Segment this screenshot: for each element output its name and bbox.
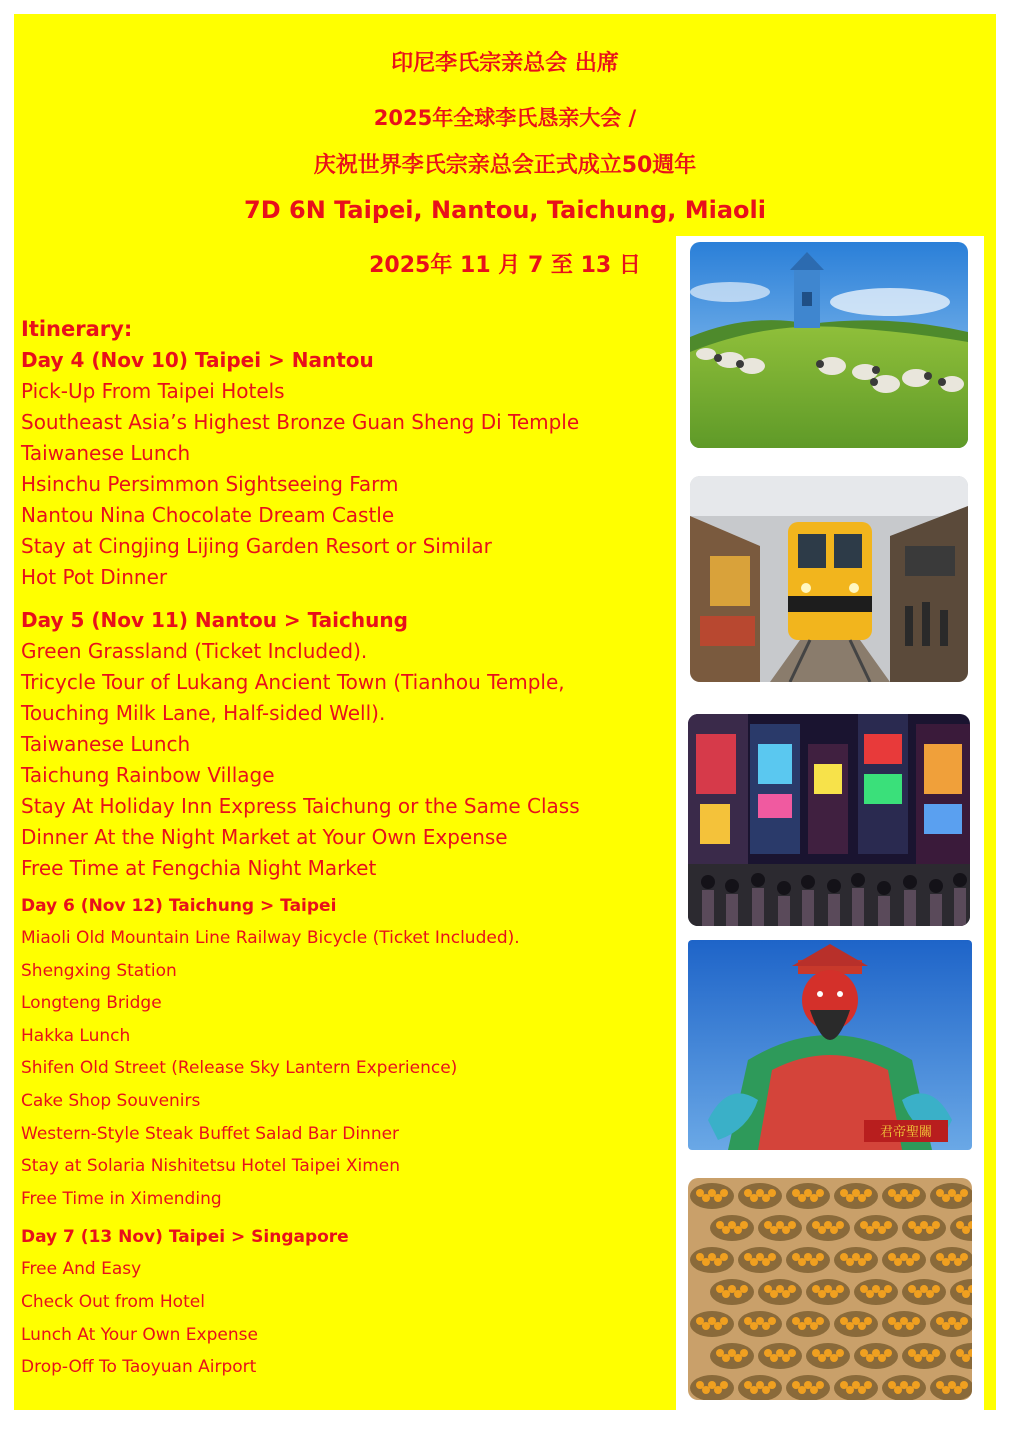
header-line-2: 2025年全球李氏恳亲大会 / <box>373 106 637 130</box>
day-7-section <box>21 1221 681 1383</box>
day-7-item: Check Out from Hotel <box>21 1291 205 1312</box>
itinerary-label: Itinerary: <box>21 317 133 341</box>
day-4-heading: Day 4 (Nov 10) Taipei > Nantou <box>21 348 374 372</box>
itinerary <box>21 314 681 1384</box>
day-6-item: Longteng Bridge <box>21 993 162 1014</box>
guan-sheng-di-statue-photo <box>688 940 972 1150</box>
header-dates: 2025年 11 月 7 至 13 日 <box>369 253 641 278</box>
day-5-item: Touching Milk Lane, Half-sided Well). <box>21 701 386 725</box>
day-6-item: Free Time in Ximending <box>21 1188 222 1209</box>
day-6-item: Miaoli Old Mountain Line Railway Bicycle (Ticket Included). <box>21 928 520 948</box>
day-5-item: Free Time at Fengchia Night Market <box>21 856 377 880</box>
day-5-item: Taichung Rainbow Village <box>21 763 275 787</box>
day-4-item: Stay at Cingjing Lijing Garden Resort or Similar <box>21 534 492 558</box>
day-7-heading: Day 7 (13 Nov) Taipei > Singapore <box>21 1227 349 1248</box>
day-5-item: Stay At Holiday Inn Express Taichung or the Same Class <box>21 794 580 818</box>
day-4-item: Taiwanese Lunch <box>21 441 191 465</box>
night-market-photo <box>688 714 970 926</box>
grassland-photo <box>690 242 968 448</box>
flyer-sheet <box>14 14 996 1410</box>
day-5-item: Taiwanese Lunch <box>21 732 191 756</box>
day-6-item: Shifen Old Street (Release Sky Lantern Experience) <box>21 1058 458 1079</box>
day-5-item: Dinner At the Night Market at Your Own Expense <box>21 825 508 849</box>
day-4-item: Nantou Nina Chocolate Dream Castle <box>21 503 395 527</box>
statue-sign-text: 君帝聖關 <box>879 1125 933 1140</box>
day-6-heading: Day 6 (Nov 12) Taichung > Taipei <box>21 896 337 916</box>
header-line-3: 庆祝世界李氏宗亲总会正式成立50週年 <box>313 153 697 178</box>
day-4-item: Pick-Up From Taipei Hotels <box>21 379 285 403</box>
day-4-item: Hsinchu Persimmon Sightseeing Farm <box>21 472 399 496</box>
day-5-item: Green Grassland (Ticket Included). <box>21 639 368 663</box>
day-5-section <box>21 605 681 884</box>
day-7-item: Lunch At Your Own Expense <box>21 1324 258 1345</box>
header-line-1: 印尼李氏宗亲总会 出席 <box>391 51 619 76</box>
day-6-item: Stay at Solaria Nishitetsu Hotel Taipei Ximen <box>21 1156 400 1177</box>
day-4-item: Southeast Asia’s Highest Bronze Guan Sheng Di Temple <box>21 410 580 434</box>
day-6-item: Hakka Lunch <box>21 1025 131 1046</box>
day-6-item: Cake Shop Souvenirs <box>21 1090 201 1111</box>
persimmon-farm-photo <box>688 1178 972 1400</box>
day-6-item: Shengxing Station <box>21 960 177 981</box>
day-7-item: Drop-Off To Taoyuan Airport <box>21 1357 257 1378</box>
day-5-item: Tricycle Tour of Lukang Ancient Town (Tianhou Temple, <box>21 670 565 694</box>
day-6-item: Western-Style Steak Buffet Salad Bar Dinner <box>21 1123 400 1144</box>
day-5-heading: Day 5 (Nov 11) Nantou > Taichung <box>21 608 408 632</box>
day-4-item: Hot Pot Dinner <box>21 565 168 589</box>
header-route: 7D 6N Taipei, Nantou, Taichung, Miaoli <box>244 196 766 224</box>
day-4-section <box>21 345 681 593</box>
day-6-section <box>21 890 681 1215</box>
day-7-item: Free And Easy <box>21 1259 142 1280</box>
train-street-photo <box>690 476 968 682</box>
